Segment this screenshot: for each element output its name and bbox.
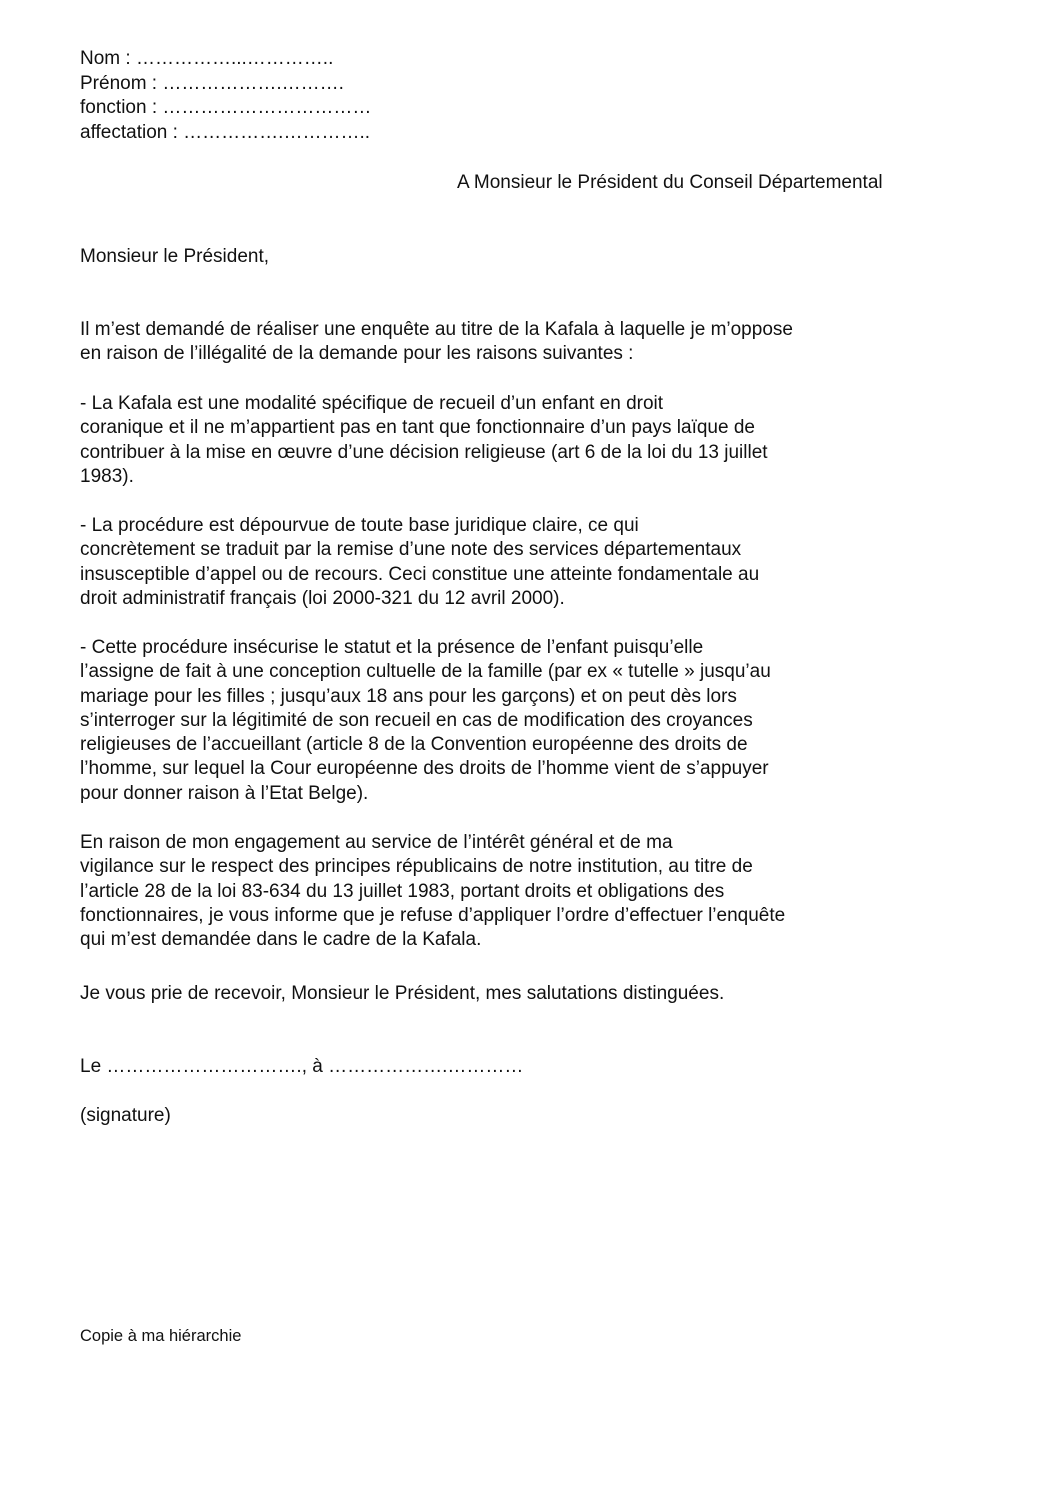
paragraph-point-3 [80,636,771,806]
paragraph-line: fonctionnaires, je vous informe que je refuse d’appliquer l’ordre d’effectuer l’enquête [80,904,786,926]
signature-placeholder: (signature) [80,1105,171,1126]
paragraph-line: s’interroger sur la légitimité de son recueil en cas de modification des croyances [80,709,753,731]
paragraph-line: mariage pour les filles ; jusqu’aux 18 ans pour les garçons) et on peut dès lors [80,685,737,707]
paragraph-line: coranique et il ne m’appartient pas en tant que fonctionnaire d’un pays laïque de [80,417,755,439]
closing-formula: Je vous prie de recevoir, Monsieur le Président, mes salutations distinguées. [80,983,725,1004]
paragraph-intro [80,318,793,367]
field-fonction: fonction : …………………………… [80,97,372,118]
copy-note: Copie à ma hiérarchie [80,1327,242,1345]
paragraph-line: l’homme, sur lequel la Cour européenne des droits de l’homme vient de s’appuyer [80,758,769,780]
salutation: Monsieur le Président, [80,246,270,267]
paragraph-line: qui m’est demandée dans le cadre de la Kafala. [80,929,482,951]
paragraph-line: l’article 28 de la loi 83-634 du 13 juillet 1983, portant droits et obligations des [80,880,725,902]
date-place-line: Le …………………………., à ……………….………… [80,1056,524,1077]
paragraph-line: concrètement se traduit par la remise d’une note des services départementaux [80,539,742,561]
field-affectation: affectation : …………….………….. [80,121,371,143]
paragraph-line: en raison de l’illégalité de la demande pour les raisons suivantes : [80,343,634,365]
paragraph-refusal [80,831,785,952]
paragraph-point-1 [80,392,768,489]
paragraph-line: En raison de mon engagement au service de l’intérêt général et de ma [80,832,673,853]
paragraph-line: vigilance sur le respect des principes républicains de notre institution, au titre de [80,856,753,878]
field-prenom: Prénom : ……………….………. [80,72,344,94]
paragraph-line: Il m’est demandé de réaliser une enquête au titre de la Kafala à laquelle je m’oppose [80,319,793,340]
field-nom: Nom : ……………...………….. [80,48,334,69]
paragraph-line: - Cette procédure insécurise le statut et la présence de l’enfant puisqu’elle [80,637,704,658]
recipient-line: A Monsieur le Président du Conseil Départemental [457,172,883,193]
paragraph-line: insusceptible d’appel ou de recours. Ceci constitue une atteinte fondamentale au [80,563,760,585]
paragraph-line: - La Kafala est une modalité spécifique de recueil d’un enfant en droit [80,393,664,414]
sender-fields [80,47,371,145]
paragraph-line: droit administratif français (loi 2000-321 du 12 avril 2000). [80,587,565,609]
paragraph-point-2 [80,514,759,611]
paragraph-line: l’assigne de fait à une conception cultuelle de la famille (par ex « tutelle » jusqu’au [80,661,771,683]
paragraph-line: 1983). [80,465,134,487]
paragraph-line: religieuses de l’accueillant (article 8 de la Convention européenne des droits de [80,734,748,756]
paragraph-line: pour donner raison à l’Etat Belge). [80,782,369,804]
paragraph-line: contribuer à la mise en œuvre d’une décision religieuse (art 6 de la loi du 13 juillet [80,441,768,463]
paragraph-line: - La procédure est dépourvue de toute base juridique claire, ce qui [80,515,639,536]
